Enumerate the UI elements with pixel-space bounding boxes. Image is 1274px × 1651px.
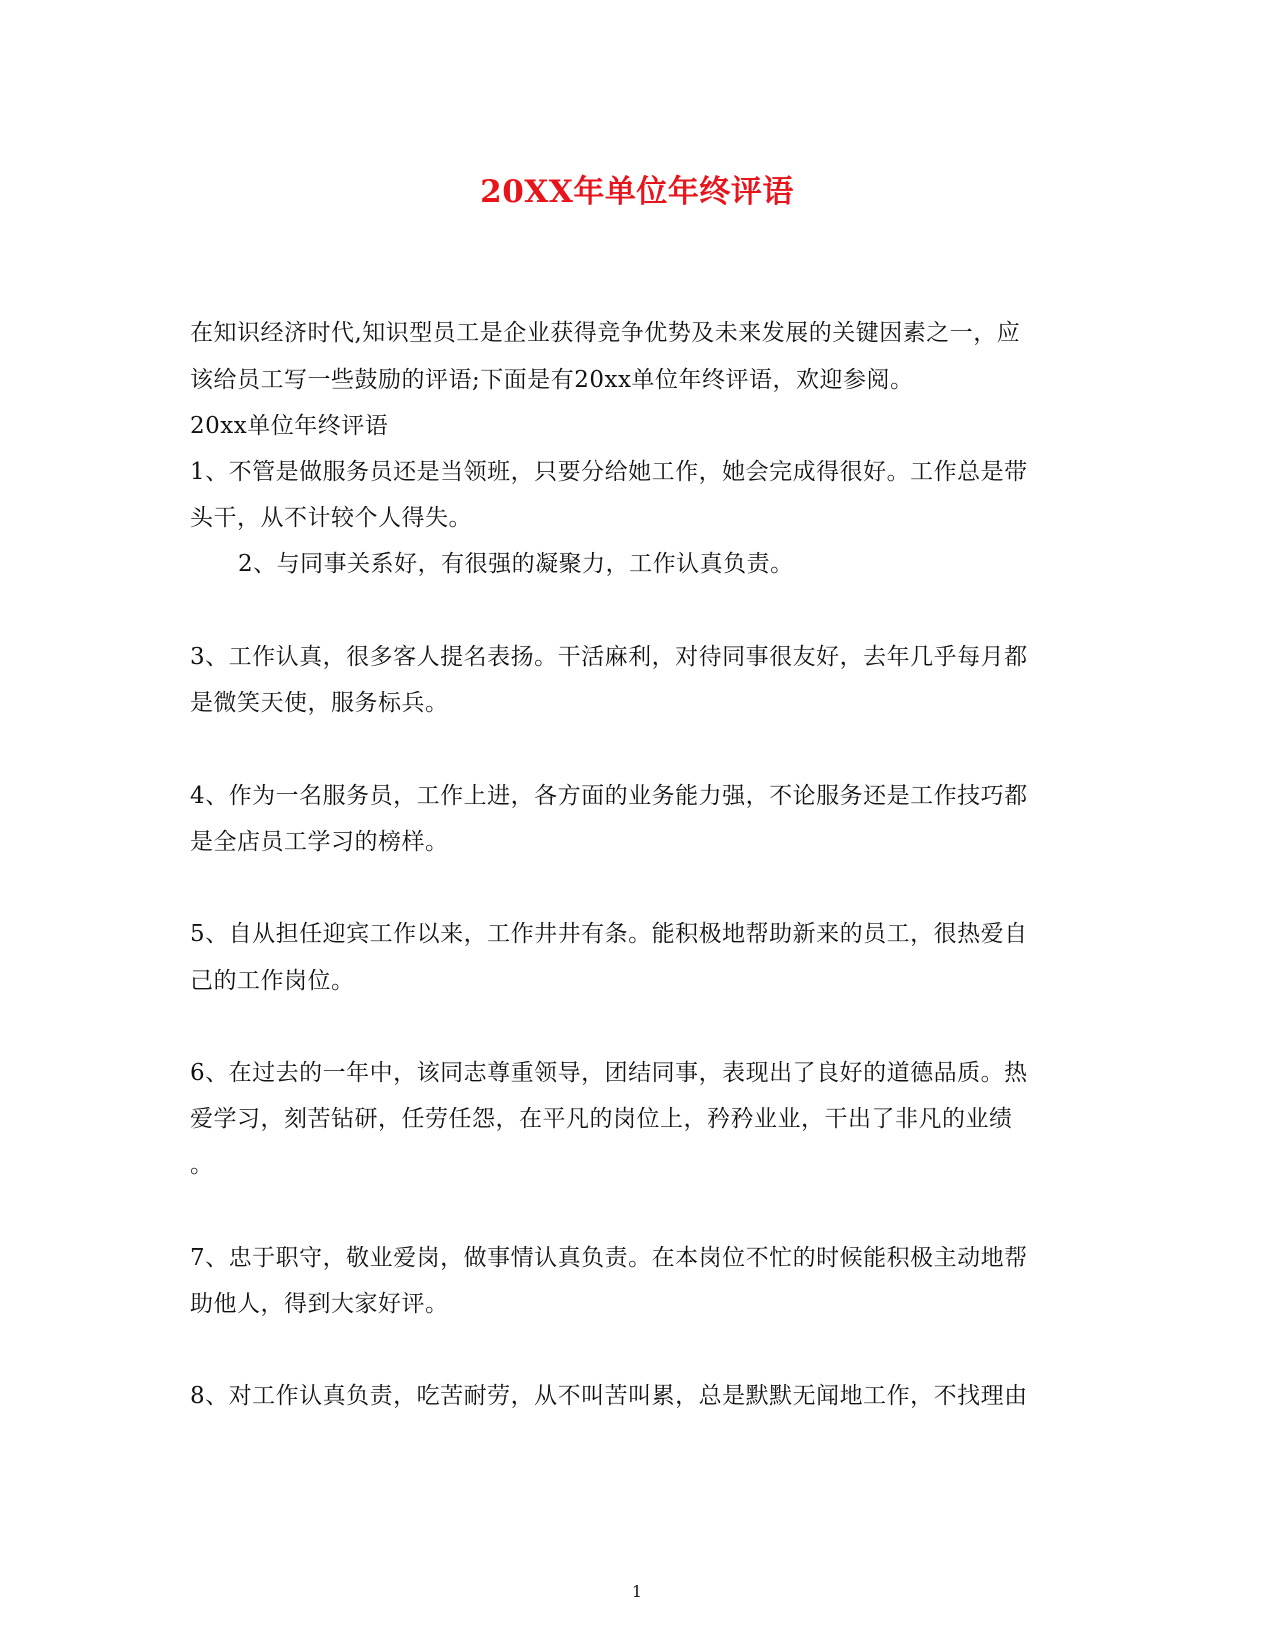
item-6-line-3: 。 xyxy=(190,1152,214,1178)
item-6-line-2: 爱学习，刻苦钻研，任劳任怨，在平凡的岗位上，矜矜业业，干出了非凡的业绩 xyxy=(190,1106,1013,1132)
item-3-line-1: 3、工作认真，很多客人提名表扬。干活麻利，对待同事很友好，去年几乎每月都 xyxy=(190,644,1028,670)
item-5-line-2: 己的工作岗位。 xyxy=(190,968,355,994)
item-7-line-2: 助他人，得到大家好评。 xyxy=(190,1291,449,1317)
item-8-line-1: 8、对工作认真负责，吃苦耐劳，从不叫苦叫累，总是默默无闻地工作，不找理由 xyxy=(190,1383,1028,1409)
item-1-line-1: 1、不管是做服务员还是当领班，只要分给她工作，她会完成得很好。工作总是带 xyxy=(190,459,1028,485)
intro-line-2: 该给员工写一些鼓励的评语;下面是有20xx单位年终评语，欢迎参阅。 xyxy=(190,367,914,393)
item-7-line-1: 7、忠于职守，敬业爱岗，做事情认真负责。在本岗位不忙的时候能积极主动地帮 xyxy=(190,1245,1028,1271)
page-number: 1 xyxy=(631,1582,643,1601)
item-4-line-2: 是全店员工学习的榜样。 xyxy=(190,829,449,855)
item-6-line-1: 6、在过去的一年中，该同志尊重领导，团结同事，表现出了良好的道德品质。热 xyxy=(190,1060,1028,1086)
item-1-line-2: 头干，从不计较个人得失。 xyxy=(190,505,472,531)
section-heading: 20xx单位年终评语 xyxy=(190,413,389,439)
page-title: 20XX年单位年终评语 xyxy=(480,174,794,210)
item-4-line-1: 4、作为一名服务员，工作上进，各方面的业务能力强，不论服务还是工作技巧都 xyxy=(190,783,1028,809)
item-3-line-2: 是微笑天使，服务标兵。 xyxy=(190,690,449,716)
item-5-line-1: 5、自从担任迎宾工作以来，工作井井有条。能积极地帮助新来的员工，很热爱自 xyxy=(190,921,1028,947)
item-2-line-1: 2、与同事关系好，有很强的凝聚力，工作认真负责。 xyxy=(238,551,794,577)
intro-line-1: 在知识经济时代,知识型员工是企业获得竞争优势及未来发展的关键因素之一，应 xyxy=(190,320,1021,346)
